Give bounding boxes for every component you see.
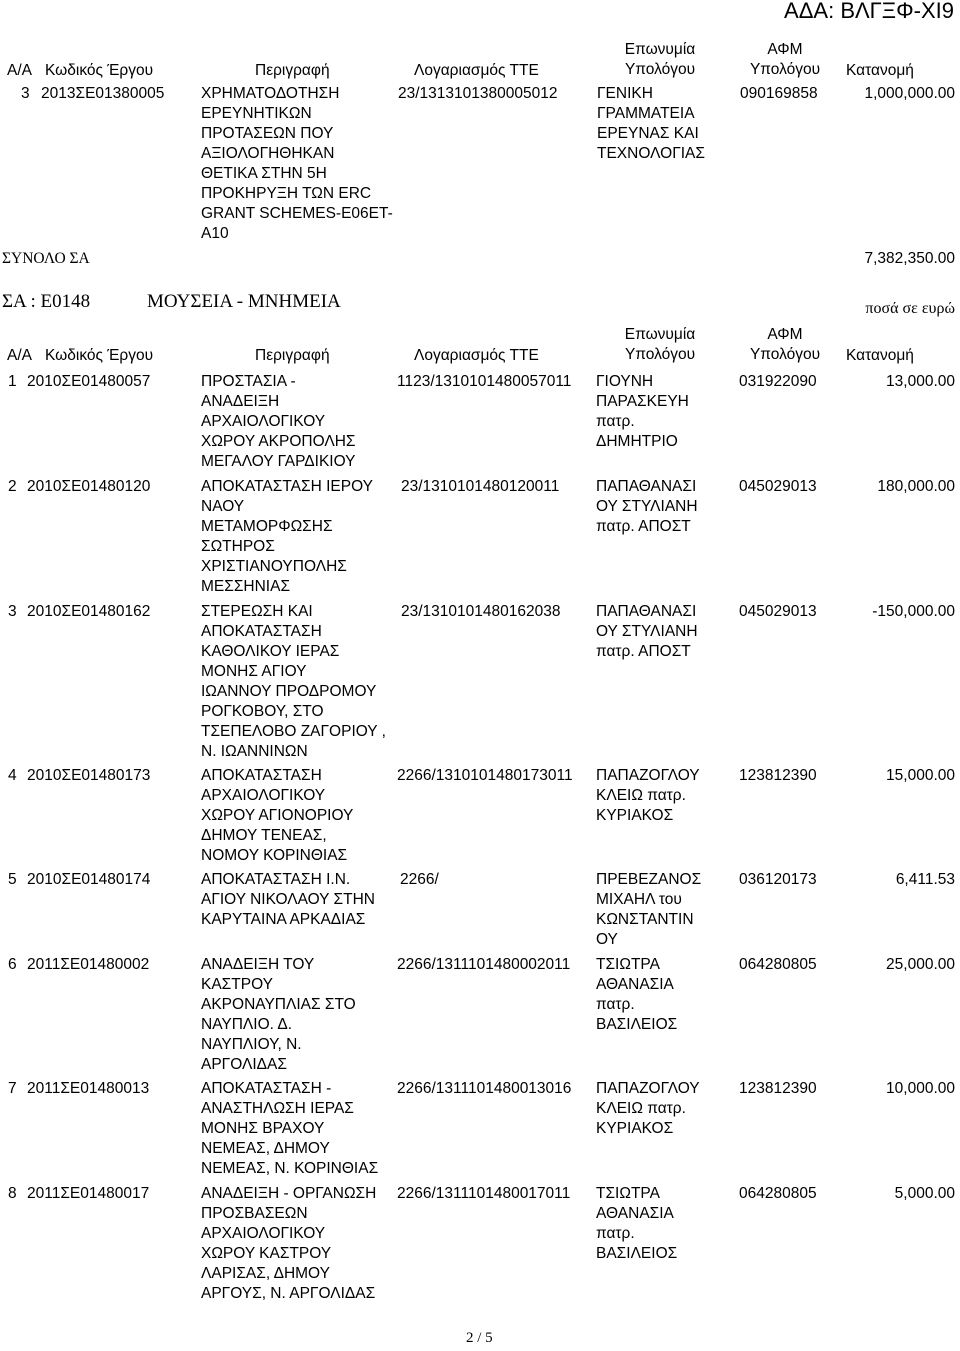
cell-account: 2266/1311101480013016 <box>397 1080 572 1097</box>
cell-name: ΓΙΟΥΝΗ ΠΑΡΑΣΚΕΥΗ πατρ. ΔΗΜΗΤΡΙΟ <box>596 373 689 450</box>
cell-afm: 045029013 <box>739 603 817 620</box>
cell-name: ΠΑΠΑΘΑΝΑΣΙ ΟΥ ΣΤΥΛΙΑΝΗ πατρ. ΑΠΟΣΤ <box>596 478 698 535</box>
cell-account: 23/1310101480162038 <box>401 603 561 620</box>
header-name: Επωνυμία Υπολόγου <box>624 41 696 78</box>
cell-aa: 3 <box>21 85 30 102</box>
sa-label: ΣΑ : Ε0148 <box>2 291 91 312</box>
cell-allocation: 25,000.00 <box>886 956 955 973</box>
cell-code: 2011ΣΕ01480002 <box>27 956 150 973</box>
cell-allocation: 180,000.00 <box>877 478 955 495</box>
cell-afm: 045029013 <box>739 478 817 495</box>
header-allocation: Κατανομή <box>846 62 914 79</box>
cell-name: ΠΑΠΑΘΑΝΑΣΙ ΟΥ ΣΤΥΛΙΑΝΗ πατρ. ΑΠΟΣΤ <box>596 603 698 660</box>
cell-description: ΑΠΟΚΑΤΑΣΤΑΣΗ Ι.Ν. ΑΓΙΟΥ ΝΙΚΟΛΑΟΥ ΣΤΗΝ ΚΑΡΥΤΑΙΝΑ ΑΡΚΑΔΙΑΣ <box>201 871 375 928</box>
header-account: Λογαριασμός ΤΤΕ <box>414 62 539 79</box>
cell-description: ΑΠΟΚΑΤΑΣΤΑΣΗ - ΑΝΑΣΤΗΛΩΣΗ ΙΕΡΑΣ ΜΟΝΗΣ ΒΡΑΧΟΥ ΝΕΜΕΑΣ, ΔΗΜΟΥ ΝΕΜΕΑΣ, Ν. ΚΟΡΙΝΘΙΑΣ <box>201 1080 379 1177</box>
cell-afm: 031922090 <box>739 373 817 390</box>
total-value: 7,382,350.00 <box>864 250 955 267</box>
header-code: Κωδικός Έργου <box>45 347 154 364</box>
cell-description: ΠΡΟΣΤΑΣΙΑ - ΑΝΑΔΕΙΞΗ ΑΡΧΑΙΟΛΟΓΙΚΟΥ ΧΩΡΟΥ ΑΚΡΟΠΟΛΗΣ ΜΕΓΑΛΟΥ ΓΑΡΔΙΚΙΟΥ <box>201 373 356 470</box>
cell-name: ΤΣΙΩΤΡΑ ΑΘΑΝΑΣΙΑ πατρ. ΒΑΣΙΛΕΙΟΣ <box>596 1185 678 1262</box>
cell-code: 2011ΣΕ01480013 <box>27 1080 150 1097</box>
cell-description: ΑΠΟΚΑΤΑΣΤΑΣΗ ΙΕΡΟΥ ΝΑΟΥ ΜΕΤΑΜΟΡΦΩΣΗΣ ΣΩΤΗΡΟΣ ΧΡΙΣΤΙΑΝΟΥΠΟΛΗΣ ΜΕΣΣΗΝΙΑΣ <box>201 478 373 595</box>
header-code: Κωδικός Έργου <box>45 62 154 79</box>
header-allocation: Κατανομή <box>846 347 914 364</box>
cell-account: 1123/1310101480057011 <box>397 373 572 390</box>
cell-description: ΑΠΟΚΑΤΑΣΤΑΣΗ ΑΡΧΑΙΟΛΟΓΙΚΟΥ ΧΩΡΟΥ ΑΓΙΟΝΟΡΙΟΥ ΔΗΜΟΥ ΤΕΝΕΑΣ, ΝΟΜΟΥ ΚΟΡΙΝΘΙΑΣ <box>201 767 354 864</box>
cell-aa: 8 <box>8 1185 17 1202</box>
cell-afm: 064280805 <box>739 956 817 973</box>
cell-allocation: 13,000.00 <box>886 373 955 390</box>
cell-name: ΠΡΕΒΕΖΑΝΟΣ ΜΙΧΑΗΛ του ΚΩΝΣΤΑΝΤΙΝ ΟΥ <box>596 871 702 948</box>
cell-aa: 6 <box>8 956 17 973</box>
cell-allocation: 10,000.00 <box>886 1080 955 1097</box>
cell-code: 2010ΣΕ01480120 <box>27 478 151 495</box>
section-title: ΜΟΥΣΕΙΑ - ΜΝΗΜΕΙΑ <box>147 291 341 312</box>
cell-description: ΑΝΑΔΕΙΞΗ - ΟΡΓΑΝΩΣΗ ΠΡΟΣΒΑΣΕΩΝ ΑΡΧΑΙΟΛΟΓΙΚΟΥ ΧΩΡΟΥ ΚΑΣΤΡΟΥ ΛΑΡΙΣΑΣ, ΔΗΜΟΥ ΑΡΓΟΥΣ, Ν. ΑΡΓΟΛΙΔΑΣ <box>201 1185 377 1302</box>
cell-account: 23/1310101480120011 <box>401 478 560 495</box>
cell-afm: 123812390 <box>739 767 817 784</box>
cell-name: ΤΣΙΩΤΡΑ ΑΘΑΝΑΣΙΑ πατρ. ΒΑΣΙΛΕΙΟΣ <box>596 956 678 1033</box>
cell-code: 2010ΣΕ01480173 <box>27 767 151 784</box>
cell-allocation: 5,000.00 <box>894 1185 955 1202</box>
cell-account: 23/1313101380005012 <box>398 85 558 102</box>
cell-aa: 1 <box>8 373 17 390</box>
page-number: 2 / 5 <box>466 1330 493 1346</box>
cell-aa: 7 <box>8 1080 17 1097</box>
cell-aa: 3 <box>8 603 17 620</box>
header-afm: ΑΦΜ Υπολόγου <box>749 326 821 363</box>
cell-allocation: 1,000,000.00 <box>864 85 955 102</box>
cell-description: ΣΤΕΡΕΩΣΗ ΚΑΙ ΑΠΟΚΑΤΑΣΤΑΣΗ ΚΑΘΟΛΙΚΟΥ ΙΕΡΑΣ ΜΟΝΗΣ ΑΓΙΟΥ ΙΩΑΝΝΟΥ ΠΡΟΔΡΟΜΟΥ ΡΟΓΚΟΒΟΥ, ΣΤΟ ΤΣΕΠΕΛΟΒΟ ΖΑΓΟΡΙΟΥ , Ν. ΙΩΑΝΝΙΝΩΝ <box>201 603 386 760</box>
cell-code: 2010ΣΕ01480174 <box>27 871 151 888</box>
header-aa: Α/Α <box>7 347 32 364</box>
cell-account: 2266/1310101480173011 <box>397 767 573 784</box>
header-afm: ΑΦΜ Υπολόγου <box>749 41 821 78</box>
cell-afm: 123812390 <box>739 1080 817 1097</box>
cell-account: 2266/1311101480017011 <box>397 1185 571 1202</box>
cell-description: ΑΝΑΔΕΙΞΗ ΤΟΥ ΚΑΣΤΡΟΥ ΑΚΡΟΝΑΥΠΛΙΑΣ ΣΤΟ ΝΑΥΠΛΙΟ. Δ. ΝΑΥΠΛΙΟΥ, Ν. ΑΡΓΟΛΙΔΑΣ <box>201 956 356 1073</box>
header-description: Περιγραφή <box>255 347 330 364</box>
cell-allocation: 6,411.53 <box>895 871 955 888</box>
header-aa: Α/Α <box>7 62 32 79</box>
cell-name: ΠΑΠΑΖΟΓΛΟΥ ΚΛΕΙΩ πατρ. ΚΥΡΙΑΚΟΣ <box>596 1080 700 1137</box>
header-account: Λογαριασμός ΤΤΕ <box>414 347 539 364</box>
currency-note: ποσά σε ευρώ <box>865 300 955 317</box>
cell-aa: 4 <box>8 767 17 784</box>
ada-code: ΑΔΑ: ΒΛΓΞΦ-ΧΙ9 <box>784 0 954 23</box>
cell-aa: 5 <box>8 871 17 888</box>
cell-name: ΠΑΠΑΖΟΓΛΟΥ ΚΛΕΙΩ πατρ. ΚΥΡΙΑΚΟΣ <box>596 767 700 824</box>
cell-allocation: 15,000.00 <box>886 767 955 784</box>
cell-allocation: -150,000.00 <box>872 603 955 620</box>
cell-account: 2266/1311101480002011 <box>397 956 571 973</box>
cell-code: 2010ΣΕ01480057 <box>27 373 151 390</box>
cell-afm: 090169858 <box>740 85 818 102</box>
cell-name: ΓΕΝΙΚΗ ΓΡΑΜΜΑΤΕΙΑ ΕΡΕΥΝΑΣ ΚΑΙ ΤΕΧΝΟΛΟΓΙΑΣ <box>597 85 705 162</box>
cell-code: 2010ΣΕ01480162 <box>27 603 151 620</box>
cell-afm: 064280805 <box>739 1185 817 1202</box>
total-label: ΣΥΝΟΛΟ ΣΑ <box>2 250 90 267</box>
cell-description: ΧΡΗΜΑΤΟΔΟΤΗΣΗ ΕΡΕΥΝΗΤΙΚΩΝ ΠΡΟΤΑΣΕΩΝ ΠΟΥ ΑΞΙΟΛΟΓΗΘΗΚΑΝ ΘΕΤΙΚΑ ΣΤΗΝ 5Η ΠΡΟΚΗΡΥΞΗ ΤΩΝ ERC GRANT SCHEMES-E06ET- A10 <box>201 85 393 242</box>
cell-account: 2266/ <box>400 871 439 888</box>
cell-code: 2013ΣΕ01380005 <box>41 85 165 102</box>
cell-afm: 036120173 <box>739 871 817 888</box>
header-name: Επωνυμία Υπολόγου <box>624 326 696 363</box>
cell-code: 2011ΣΕ01480017 <box>27 1185 150 1202</box>
cell-aa: 2 <box>8 478 17 495</box>
header-description: Περιγραφή <box>255 62 330 79</box>
